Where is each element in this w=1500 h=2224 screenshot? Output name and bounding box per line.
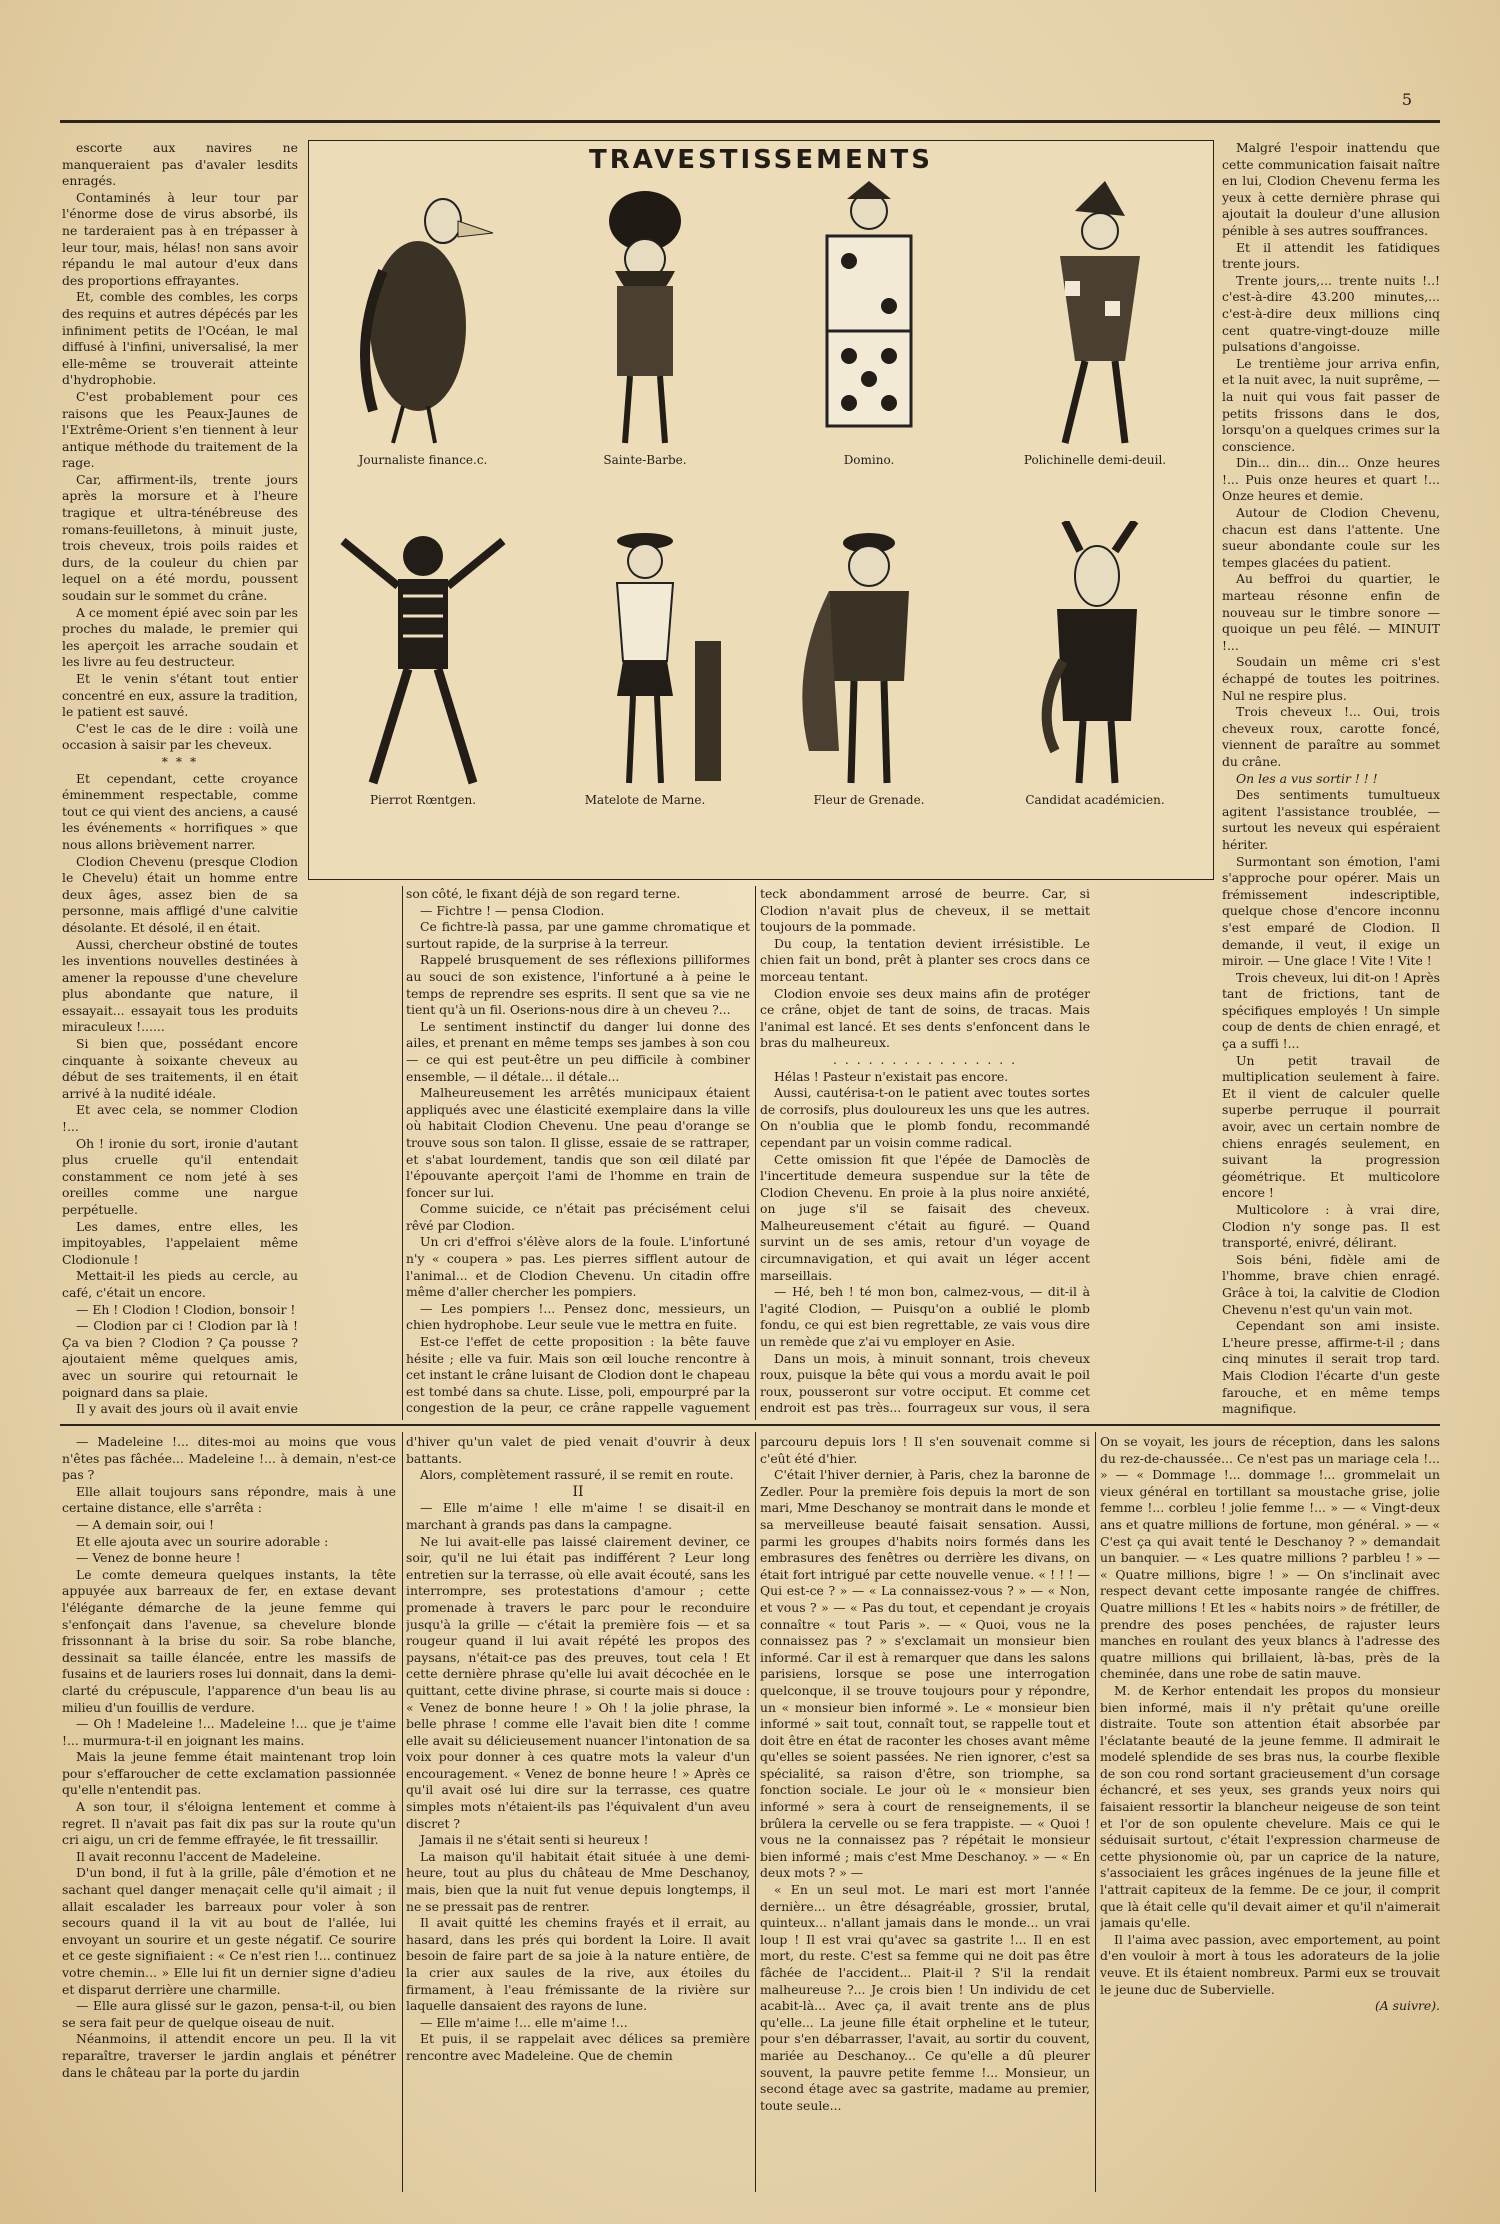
caption: Polichinelle demi-deuil. [1023,453,1167,467]
paragraph: Din... din... din... Onze heures !... Puis onze heures et quart !... Onze heures et demie. [1222,455,1440,504]
paragraph: Dans un mois, à minuit sonnant, trois cheveux roux, puisque la bête qui vous a mordu avait le poil roux, pousseront sur votre occiput. Et comme cet endroit est pas très... fourrageux sur vous, il sera [760,1350,1090,1416]
paragraph: — Elle m'aime ! elle m'aime ! se disait-il en marchant à grands pas dans la campagne. [406,1500,750,1532]
chapter-number: II [572,1483,584,1500]
bearded-costume-drawing [545,181,745,451]
paragraph: Alors, complètement rassuré, il se remit en route. [420,1467,734,1483]
column-divider [755,886,756,1420]
story-bottom-column-2 [406,1434,750,2194]
story-top-column-3 [760,886,1090,1418]
paragraph: — Elle m'aime !... elle m'aime !... [420,2014,628,2030]
section-divider-stars: * * * [161,753,199,769]
paragraph: Et elle ajouta avec un sourire adorable : [76,1533,329,1549]
paragraph: Du coup, la tentation devient irrésistible. Le chien fait un bond, prêt à planter ses crocs dans ce morceau tentant. [760,935,1090,984]
paragraph: Des sentiments tumultueux agitent l'assistance troublée, — surtout les neveux qui espéraient hériter. [1222,787,1440,852]
paragraph: « En un seul mot. Le mari est mort l'année dernière... un être désagréable, grossier, brutal, quinteux... n'allant jamais dans le monde... un vrai loup ! Il est vrai qu'avec sa gastrite !... Il en est mort, du reste. C'est sa femme qui ne doit pas être fâchée de l'accident... Plait-il ? S'il la rendait malheureuse ?... Je crois bien ! Un individu de cet acabit-là... Avec ça, il avait trente ans de plus qu'elle... La jeune fille était orpheline et le tuteur, pour s'en débarrasser, l'avait, au sortir du couvent, mariée au Deschanoy... Ce qu'elle a dû pleurer souvent, la pauvre petite femme !... Monsieur, un second étage avec sa gastrite, madame au premier, toute seule... [760,1882,1090,2113]
paragraph: Hélas ! Pasteur n'existait pas encore. [774,1068,1009,1084]
paragraph: — Elle aura glissé sur le gazon, pensa-t-il, ou bien se sera fait peur de quelque oiseau de nuit. [62,1998,396,2030]
column-divider [402,1432,403,2192]
paragraph: Et avec cela, se nommer Clodion !... [62,1102,298,1135]
paragraph: Rappelé brusquement de ses réflexions pilliformes au souci de son existence, l'infortuné a à peine le temps de reprendre ses esprits. Il sent que sa vie ne tient qu'à un fil. Oserions-nous dire à un cheveu ?... [406,952,750,1018]
paragraph: D'un bond, il fut à la grille, pâle d'émotion et ne sachant quel danger menaçait celle qu'il aimait ; il allait escalader les barreaux pour voler à son secours quand il la vit au bout de l'allée, lui envoyant un sourire et un geste négatif. Ce sourire et ce geste signifiaient : « Ce n'est rien !... continuez votre chemin... » Elle lui fit un dernier signe d'adieu et disparut derrière une charmille. [62,1865,396,1997]
column-divider [755,1432,756,2192]
story-top-column-2 [406,886,750,1418]
paragraph: M. de Kerhor entendait les propos du monsieur bien informé, mais il n'y prêtait qu'une oreille distraite. Toute son attention était absorbée par l'éclatante beauté de la jeune femme. Il admirait le modelé splendide de ses bras nus, la courbe flexible de son cou rond sortant gracieusement d'un corsage échancré, et ses yeux, ses grands yeux noirs qui faisaient ressortir la blancheur neigeuse de son teint et l'or de son opulente chevelure. Mais ce qui le séduisait surtout, c'était l'expression charmeuse de cette physionomie où, par un caprice de la nature, s'associaient les grâces ingénues de la jeune fille et l'attrait capiteux de la femme. De ce jour, il comprit que là était celle qu'il devait aimer et qu'il n'aimerait jamais qu'elle. [1100,1682,1440,1931]
paragraph: Un cri d'effroi s'élève alors de la foule. L'infortuné n'y « coupera » pas. Les pierres sifflent autour de l'animal... et de Clodion Chevenu. Un citadin offre même d'aller chercher les pompiers. [406,1234,750,1300]
paragraph: Cependant son ami insiste. L'heure presse, affirme-t-il ; dans cinq minutes il serait trop tard. Mais Clodion l'écarte d'un geste farouche, et en même temps magnifique. [1222,1318,1440,1417]
figure-matelote [545,521,745,807]
paragraph: Au beffroi du quartier, le marteau résonne enfin de nouveau sur le timbre sonore — quoique un peu fêlé. — MINUIT !... [1222,571,1440,653]
figure-polichinelle [995,181,1195,467]
paragraph: Aussi, cautérisa-t-on le patient avec toutes sortes de corrosifs, plus douloureux les uns que les autres. On n'oublia que le plomb fondu, recommandé cependant par un voisin comme radical. [760,1085,1090,1150]
page-number: 5 [1401,90,1412,109]
paragraph: A ce moment épié avec soin par les proches du malade, le premier qui les aperçoit les arrache soudain et les livre au feu destructeur. [62,604,298,670]
domino-costume-drawing [769,181,969,451]
paragraph: Il avait reconnu l'accent de Madeleine. [76,1848,321,1864]
paragraph: Aussi, chercheur obstiné de toutes les inventions nouvelles destinées à amener la repousse d'une chevelure plus abondante que nature, il essayait... essayait tous les produits miraculeux !...... [62,936,298,1035]
paragraph: Clodion Chevenu (presque Clodion le Chevelu) était un homme entre deux âges, assez bien de sa personne, mais affligé d'une calvitie désolante. Et désolé, il en était. [62,853,298,935]
caption: Journaliste finance.c. [358,453,488,467]
toreador-costume-drawing [769,521,969,791]
caption: Candidat académicien. [1025,793,1165,807]
paragraph: Trente jours,... trente nuits !..! c'est-à-dire 43.200 minutes,... c'est-à-dire deux millions cinq cent quatre-vingt-douze mille pulsations d'angoisse. [1222,272,1440,355]
polichinelle-costume-drawing [995,181,1195,451]
paragraph: — Eh ! Clodion ! Clodion, bonsoir ! [76,1301,296,1317]
skeleton-costume-drawing [323,521,523,791]
paragraph: — Venez de bonne heure ! [76,1550,241,1566]
caption: Sainte-Barbe. [603,453,687,467]
paragraph: C'était l'hiver dernier, à Paris, chez la baronne de Zedler. Pour la première fois depuis la mort de son mari, Mme Deschanoy se montrait dans le monde et sa merveilleuse beauté faisait sensation. Aussi, parmi les groupes d'habits noirs formés dans les embrasures des fenêtres ou derrière les divans, on était fort intrigué par cette nouvelle venue. « ! ! ! — Qui est-ce ? » — « La connaissez-vous ? » — « Non, et vous ? » — « Pas du tout, et cependant je croyais connaître « tout Paris ». — « Quoi, vous ne la connaissez pas ? » s'exclamait un monsieur bien informé. Car il est à remarquer que dans les salons parisiens, lorsque se pose une interrogation quelconque, il se trouve toujours pour y répondre, un « monsieur bien informé ». Le « monsieur bien informé » sait tout, connaît tout, se rappelle tout et doit être en état de raconter les choses avant même qu'elles se soient passées. Ne rien ignorer, c'est sa spécialité, sa raison d'être, son triomphe, sa fonction sociale. Le jour où le « monsieur bien informé » sera à court de renseignements, il se brûlera la cervelle ou se fera trappiste. — « Quoi ! vous ne la connaissez pas ? répétait le monsieur bien informé ; mais c'est Mme Deschanoy. » — « En deux mots ? » — [760,1467,1090,1881]
story-bottom-column-1 [62,1434,396,2194]
paragraph: Un petit travail de multiplication seulement à faire. Et il vient de calculer quelle superbe perruque il pourrait avoir, avec un certain nombre de chiens enragés seulement, en suivant la progression géométrique. Et multicolore encore ! [1222,1052,1440,1201]
figure-candidat [995,521,1195,807]
column-divider [1095,1432,1096,2192]
paragraph: Et le venin s'étant tout entier concentré en eux, assure la tradition, le patient est sauvé. [62,671,298,720]
paragraph: Car, affirment-ils, trente jours après la morsure et à l'heure tragique et ultra-ténébreuse des romans-feuilletons, à minuit juste, trois cheveux, trois poils raides et durs, de la couleur du chien par lequel on a été mordu, poussent soudain sur le sommet du crâne. [62,471,298,604]
caption: Fleur de Grenade. [813,793,925,807]
paragraph: Multicolore : à vrai dire, Clodion n'y songe pas. Il est transporté, enivré, délirant. [1222,1202,1440,1251]
paragraph: Il avait quitté les chemins frayés et il errait, au hasard, dans les prés qui bordent la Loire. Il avait besoin de faire part de sa joie à la nature entière, de la crier aux saules de la rive, aux étoiles du firmament, à l'eau frémissante de la rivière sur laquelle dansaient des rayons de lune. [406,1915,750,2014]
caption: Pierrot Rœntgen. [369,793,477,807]
paragraph: On se voyait, les jours de réception, dans les salons du rez-de-chaussée... Ce n'est pas un mariage cela !... » — « Dommage !... dommage !... grommelait un vieux général en tortillant sa moustache grise, jolie femme !... corbleu ! jolie femme !... » — « Vingt-deux ans et quatre millions de fortune, mon général. » — « C'est ça qui avait tenté le Deschanoy ? » demandait un banquier. — « Les quatre millions ? parbleu ! » — « Quatre millions, bigre ! » — On s'inclinait avec respect devant cette imposante rangée de chiffres. Quatre millions ! Et les « habits noirs » de frétiller, de prendre des poses penchées, de rajuster leurs manches en roulant des yeux blancs à l'adresse des quatre millions qui brillaient, là-bas, près de la cheminée, dans une robe de satin mauve. [1100,1434,1440,1682]
paragraph: Mais la jeune femme était maintenant trop loin pour s'effaroucher de cette exclamation passionnée qu'elle n'entendit pas. [62,1749,396,1798]
paragraph: — Clodion par ci ! Clodion par là ! Ça va bien ? Clodion ? Ça pousse ? ajoutaient même quelques amis, avec un sourire qui retournait le poignard dans sa plaie. [62,1318,298,1400]
sailor-costume-drawing [545,521,745,791]
paragraph: Contaminés à leur tour par l'énorme dose de virus absorbé, ils ne tarderaient pas à en trépasser à leur tour, mais, hélas! non sans avoir répandu le mal autour d'eux dans des proportions effrayantes. [62,189,298,288]
paragraph: Oh ! ironie du sort, ironie d'autant plus cruelle qu'il entendait constamment ce nom jeté à ses oreilles comme une nargue perpétuelle. [62,1135,298,1217]
figure-pierrot [323,521,523,807]
paragraph: Et, comble des combles, les corps des requins et autres dépécés par les infiniment petits de l'Océan, le mal diffusé à l'infini, universalisé, la mer elle-même se trouverait atteinte d'hydrophobie. [62,289,298,388]
paragraph: Le trentième jour arriva enfin, et la nuit avec, la nuit suprême, — la nuit qui vous fait passer de petits frissons dans le dos, lorsqu'on a quelques crimes sur la conscience. [1222,355,1440,454]
paragraph: Sois béni, fidèle ami de l'homme, brave chien enragé. Grâce à toi, la calvitie de Clodion Chevenu n'est qu'un vain mot. [1222,1251,1440,1317]
paragraph: Le comte demeura quelques instants, la tête appuyée aux barreaux de fer, en extase devant l'élégante démarche de la jeune femme qui s'enfonçait dans l'avenue, sa chevelure blonde frissonnant à la brise du soir. Sa robe blanche, dessinait sa taille élancée, entre les massifs de fusains et de lauriers roses lui donnait, dans la demi-clarté du crépuscule, l'apparence d'un beau lis au milieu d'un fouillis de verdure. [62,1566,396,1715]
caption: Matelote de Marne. [584,793,706,807]
paragraph: — Oh ! Madeleine !... Madeleine !... que je t'aime !... murmura-t-il en joignant les mains. [62,1716,396,1748]
paragraph: Malheureusement les arrêtés municipaux étaient appliqués avec une élasticité exemplaire dans la ville où habitait Clodion Chevenu. Une peau d'orange se trouve sous son talon. Il glisse, essaie de se rattraper, et s'abat lourdement, tandis que son œil dilaté par l'épouvante aperçoit l'ami de l'homme en train de foncer sur lui. [406,1085,750,1200]
paragraph: Surmontant son émotion, l'ami s'approche pour opérer. Mais un frémissement indescriptible, quelque chose d'encore inconnu s'est emparé de Clodion. Il demande, il veut, il exige un miroir. — Une glace ! Vite ! Vite ! [1222,853,1440,969]
top-rule [60,120,1440,123]
paragraph: parcouru depuis lors ! Il s'en souvenait comme si c'eût été d'hier. [760,1434,1090,1466]
story-bottom-column-4 [1100,1434,1440,2194]
paragraph: La maison qu'il habitait était située à une demi-heure, tout au plus du château de Mme Deschanoy, mais, bien que la nuit fut venue depuis longtemps, il ne se pressait pas de rentrer. [406,1848,750,1914]
illustration-title: TRAVESTISSEMENTS [588,145,934,175]
paragraph: Si bien que, possédant encore cinquante à soixante cheveux au début de ses traitements, il en était arrivé à la nudité idéale. [62,1036,298,1101]
figure-fleur-de-grenade [769,521,969,807]
paragraph: — Les pompiers !... Pensez donc, messieurs, un chien hydrophobe. Leur seule vue le mettra en fuite. [406,1300,750,1333]
column-divider [402,886,403,1420]
paragraph: Néanmoins, il attendit encore un peu. Il la vit reparaître, traverser le jardin anglais et pénétrer dans le château par la porte du jardin [62,2031,396,2080]
paragraph: Et puis, il se rappelait avec délices sa première rencontre avec Madeleine. Que de chemin [406,2031,750,2063]
story-top-column-4 [1222,140,1440,1418]
figure-journaliste [323,181,523,467]
paragraph: Le sentiment instinctif du danger lui donne des ailes, et prenant en même temps ses jambes à son cou — ce qui est peut-être un peu difficile à combiner ensemble, — il détale... il détale... [406,1018,750,1084]
paragraph: Il l'aima avec passion, avec emportement, au point d'en vouloir à mort à tous les adorateurs de la jolie veuve. Et ils étaient nombreux. Parmi eux se trouvait le jeune duc de Subervielle. [1100,1931,1440,1997]
paragraph: Trois cheveux !... Oui, trois cheveux roux, carotte foncé, viennent de paraître au sommet du crâne. [1222,704,1440,769]
paragraph: Et cependant, cette croyance éminemment respectable, comme tout ce qui vient des anciens, a causé les événements « horrifiques » que nous allons brièvement narrer. [62,770,298,852]
paragraph: Ce fichtre-là passa, par une gamme chromatique et surtout rapide, de la surprise à la terreur. [406,919,750,951]
paragraph: escorte aux navires ne manqueraient pas d'avaler lesdits enragés. [62,140,298,189]
travestissements-illustration [308,140,1214,880]
paragraph: Est-ce l'effet de cette proposition : la bête fauve hésite ; elle va fuir. Mais son œil louche rencontre à cet instant le crâne luisant de Clodion dont le chapeau est tombé dans sa chute. Lisse, poli, empourpré par la congestion de la peur, ce crâne rappelle vaguement [406,1334,750,1416]
paragraph: Autour de Clodion Chevenu, chacun est dans l'attente. Une sueur abondante coule sur les tempes glacées du patient. [1222,505,1440,570]
paragraph: — Fichtre ! — pensa Clodion. [420,902,605,918]
caption: Domino. [843,453,895,467]
paragraph: — A demain soir, oui ! [76,1516,215,1532]
paragraph: Jamais il ne s'était senti si heureux ! [420,1832,649,1848]
paragraph: Elle allait toujours sans répondre, mais à une certaine distance, elle s'arrêta : [62,1483,396,1516]
donkey-academician-drawing [995,521,1195,791]
paragraph: d'hiver qu'un valet de pied venait d'ouvrir à deux battants. [406,1434,750,1466]
paragraph: teck abondamment arrosé de beurre. Car, si Clodion n'avait plus de cheveux, il se mettait toujours de la pommade. [760,886,1090,935]
paragraph: Ne lui avait-elle pas laissé clairement deviner, ce soir, qu'il ne lui était pas indifférent ? Leur long entretien sur la terrasse, où elle avait écouté, sans les interrompre, ses protestations d'amour ; cette promenade à travers le parc pour le reconduire jusqu'à la grille — c'était la première fois — et sa rougeur quand il lui avait répété les propos des paysans, n'était-ce pas des preuves, tout cela ! Et cette dernière phrase qu'elle lui avait décochée en le quittant, cette divine phrase, si courte mais si douce : « Venez de bonne heure ! » Oh ! la jolie phrase, la belle phrase ! comme elle l'avait bien dite ! comme elle avait su délicieusement nuancer l'intonation de sa voix pour donner à ces quatre mots la valeur d'un encouragement. « Venez de bonne heure ! » Après ce qu'il avait osé lui dire sur la terrasse, ces quatre simples mots n'étaient-ils pas l'équivalent d'un aveu discret ? [406,1533,750,1831]
dotted-separator: . . . . . . . . . . . . . . . . [832,1051,1018,1067]
figure-domino [769,181,969,467]
paragraph: A son tour, il s'éloigna lentement et comme à regret. Il n'avait pas fait dix pas sur la route qu'un cri aigu, un cri de femme effrayée, le fit tressaillir. [62,1799,396,1848]
paragraph: — Madeleine !... dites-moi au moins que vous n'êtes pas fâchée... Madeleine !... à demain, n'est-ce pas ? [62,1434,396,1483]
paragraph: Trois cheveux, lui dit-on ! Après tant de frictions, tant de spécifiques employés ! Un simple coup de dents de chien enragé, et ça a suffi !... [1222,969,1440,1052]
paragraph: son côté, le fixant déjà de son regard terne. [406,886,681,901]
paragraph: Comme suicide, ce n'était pas précisément celui rêvé par Clodion. [406,1201,750,1233]
paragraph: Les dames, entre elles, les impitoyables, l'appelaient même Clodionule ! [62,1218,298,1267]
figure-sainte-barbe [545,181,745,467]
middle-rule [60,1424,1440,1426]
paragraph: C'est le cas de le dire : voilà une occasion à saisir par les cheveux. [62,720,298,753]
story-top-column-1 [62,140,298,1418]
story-bottom-column-3 [760,1434,1090,2194]
paragraph: Et il attendit les fatidiques trente jours. [1222,239,1440,272]
paragraph: Cette omission fit que l'épée de Damoclès de l'incertitude demeura suspendue sur la tête de Clodion Chevenu. En proie à la plus noire anxiété, on juge s'il se faisait des cheveux. Malheureusement c'était au figuré. — Quand survint un de ses amis, retour d'un voyage de circumnavigation, et qui avait un léger accent marseillais. [760,1151,1090,1283]
paragraph: Malgré l'espoir inattendu que cette communication faisait naître en lui, Clodion Chevenu ferma les yeux à cette dernière phrase qui ajoutait la douleur d'une allusion pénible à ses autres souffrances. [1222,140,1440,238]
paragraph: Soudain un même cri s'est échappé de toutes les poitrines. Nul ne respire plus. [1222,654,1440,703]
paragraph: Mettait-il les pieds au cercle, au café, c'était un encore. [62,1268,298,1300]
paragraph: Clodion envoie ses deux mains afin de protéger ce crâne, objet de tant de soins, de tracas. Mais l'animal est lancé. Et ses dents s'enfoncent dans le bras du malheureux. [760,985,1090,1051]
paragraph: On les a vus sortir ! ! ! [1236,770,1378,786]
to-be-continued: (A suivre). [1374,1998,1440,2014]
paragraph: — Hé, beh ! té mon bon, calmez-vous, — dit-il à l'agité Clodion, — Puisqu'on a oublié le plomb fondu, ce qui est bien regrettable, ze vais vous dire un remède que z'ai vu employer en Asie. [760,1284,1090,1350]
bird-costume-drawing [323,181,523,451]
paragraph: Il y avait des jours où il avait envie [76,1401,298,1417]
paragraph: C'est probablement pour ces raisons que les Peaux-Jaunes de l'Extrême-Orient s'en tiennent à leur antique méthode du traitement de la rage. [62,388,298,471]
